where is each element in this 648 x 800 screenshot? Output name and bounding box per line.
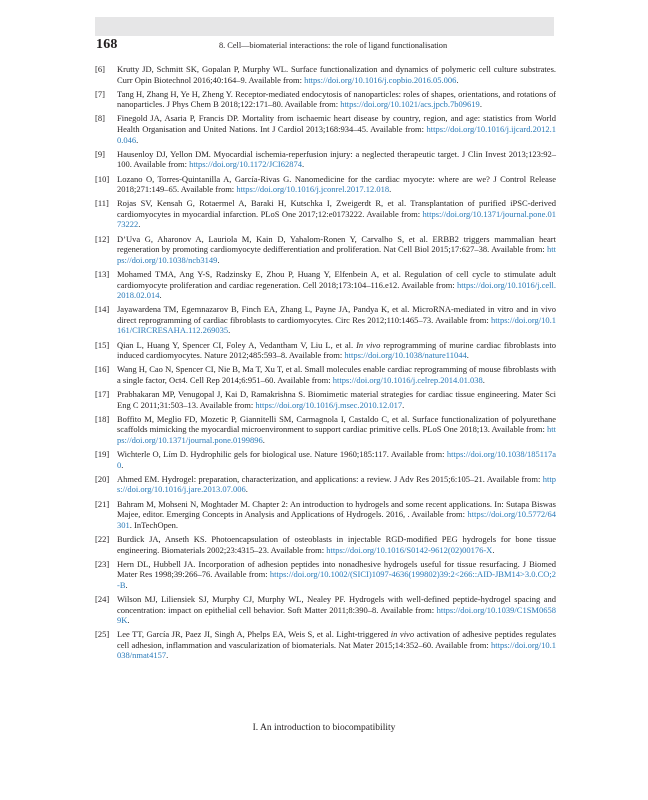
reference-citation: Krutty JD, Schmitt SK, Gopalan P, Murphy WL. Surface functionalization and dynamics of polymeric cell culture substrates. Curr Opin Biotechnol 2016;40:164–9. Available from:	[117, 64, 556, 85]
reference-item	[95, 414, 556, 446]
reference-text	[117, 389, 556, 410]
reference-doi-link[interactable]: https://doi.org/10.1016/j.celrep.2014.01.038	[332, 374, 483, 385]
reference-number: [11]	[95, 198, 109, 209]
reference-item	[95, 234, 556, 266]
reference-doi-link[interactable]: https://doi.org/10.1016/j.copbio.2016.05.006	[304, 74, 457, 85]
reference-doi-link[interactable]: https://doi.org/10.1016/j.ijcard.2012.10.046	[117, 124, 556, 145]
reference-citation: Burdick JA, Anseth KS. Photoencapsulation of osteoblasts in injectable RGD-modified PEG hydrogels for bone tissue engineering. Biomaterials 2002;23:4315–23. Available from:	[117, 533, 556, 555]
reference-number: [24]	[95, 593, 110, 604]
reference-doi-link[interactable]: https://doi.org/10.1016/j.jare.2013.07.006	[117, 473, 556, 495]
reference-suffix: .	[138, 219, 141, 230]
running-head: 8. Cell—biomaterial interactions: the role of ligand functionalisation	[219, 41, 448, 50]
reference-citation: Hern DL, Hubbell JA. Incorporation of adhesion peptides into nonadhesive hydrogels useful for tissue resurfacing. J Biomed Mater Res 1998;39:266–76. Available from:	[117, 558, 556, 580]
reference-doi-link[interactable]: https://doi.org/10.1016/j.cell.2018.02.014	[117, 279, 556, 301]
reference-citation: Wilson MJ, Liliensiek SJ, Murphy CJ, Murphy WL, Nealey PF. Hydrogels with well-defined peptide-hydrogel spacing and concentration: impact on epithelial cell behavior. Soft Matter 2011;8:390–8. Available from:	[117, 593, 556, 615]
reference-citation: Ahmed EM. Hydrogel: preparation, characterization, and applications: a review. J Adv Res 2015;6:105–21. Available from:	[117, 473, 543, 484]
reference-item	[95, 113, 556, 145]
reference-text	[117, 364, 556, 385]
reference-item	[95, 594, 556, 626]
reference-number: [13]	[95, 268, 110, 279]
reference-number: [20]	[95, 473, 110, 484]
reference-number: [12]	[95, 233, 110, 244]
reference-suffix: . InTechOpen.	[129, 519, 179, 530]
reference-item	[95, 340, 556, 361]
reference-citation: reprogramming of murine cardiac fibroblasts into induced cardiomyocytes. Nature 2012;485:593–8. Available from:	[117, 339, 556, 361]
reference-suffix: .	[121, 459, 124, 470]
reference-suffix: .	[159, 290, 162, 301]
reference-suffix: .	[301, 159, 305, 170]
reference-item	[95, 64, 556, 85]
reference-suffix: .	[136, 134, 139, 145]
reference-item	[95, 174, 556, 195]
reference-citation: Hausenloy DJ, Yellon DM. Myocardial ischemia-reperfusion injury: a neglected therapeutic target. J Clin Invest 2013;123:92–100. Available from:	[117, 148, 556, 170]
reference-number: [22]	[95, 533, 110, 544]
reference-number: [17]	[95, 389, 110, 400]
reference-number: [18]	[95, 413, 110, 424]
reference-text	[117, 499, 556, 530]
reference-item	[95, 389, 556, 410]
header-bar	[95, 17, 554, 36]
reference-suffix: .	[245, 484, 248, 495]
reference-item	[95, 149, 556, 170]
reference-text	[117, 113, 556, 144]
reference-doi-link[interactable]: https://doi.org/10.1016/j.jconrel.2017.12.018	[236, 184, 390, 195]
reference-suffix: .	[125, 579, 128, 590]
reference-citation: Rojas SV, Kensah G, Rotaermel A, Baraki H, Kutschka I, Zweigerdt R, et al. Transplantation of purified iPSC-derived cardiomyocytes in myocardial infarction. PLoS One 2017;12:e0173222. Available from:	[117, 198, 556, 219]
reference-doi-link[interactable]: https://doi.org/10.1016/j.msec.2010.12.017	[255, 399, 403, 410]
reference-suffix: .	[479, 99, 482, 110]
reference-item	[95, 269, 556, 301]
reference-suffix: .	[492, 544, 495, 555]
reference-citation: Tang H, Zhang H, Ye H, Zheng Y. Receptor-mediated endocytosis of nanoparticles: roles of shapes, orientations, and rotations of nanoparticles. J Phys Chem B 2018;122:171–80. Available from:	[117, 88, 556, 110]
reference-text	[117, 234, 556, 265]
reference-text	[117, 449, 556, 470]
reference-doi-link[interactable]: https://doi.org/10.5772/64301	[117, 509, 556, 530]
reference-number: [25]	[95, 629, 110, 640]
reference-doi-link[interactable]: https://doi.org/10.1038/nmat4157	[117, 639, 556, 661]
reference-list	[95, 64, 556, 665]
reference-text	[117, 340, 556, 361]
reference-italic-term: In vivo	[356, 339, 381, 350]
reference-doi-link[interactable]: https://doi.org/10.1038/ncb3149	[117, 244, 556, 265]
reference-text-part: Qian L, Huang Y, Spencer CI, Foley A, Vedantham V, Liu L, et al.	[117, 339, 357, 350]
reference-doi-link[interactable]: https://doi.org/10.1371/journal.pone.0199896	[117, 424, 557, 445]
reference-text	[117, 89, 556, 110]
reference-doi-link[interactable]: https://doi.org/10.1002/(SICI)1097-4636(199802)39:2<266::AID-JBM14>3.0.CO;2-B	[117, 569, 556, 590]
reference-item	[95, 449, 556, 470]
reference-text	[117, 629, 556, 660]
reference-doi-link[interactable]: https://doi.org/10.1161/CIRCRESAHA.112.269035	[117, 314, 556, 336]
reference-number: [23]	[95, 558, 110, 569]
reference-item	[95, 629, 556, 661]
reference-number: [19]	[95, 449, 110, 460]
reference-text	[117, 534, 556, 555]
reference-text	[117, 594, 556, 625]
reference-suffix: .	[166, 650, 169, 661]
reference-number: [6]	[95, 64, 105, 74]
reference-suffix: .	[466, 350, 469, 361]
reference-number: [16]	[95, 364, 110, 375]
reference-item	[95, 198, 556, 230]
reference-suffix: .	[402, 399, 405, 410]
reference-item	[95, 499, 556, 531]
reference-doi-link[interactable]: https://doi.org/10.1038/nature11044	[344, 350, 467, 361]
reference-text	[117, 414, 556, 445]
reference-suffix: .	[217, 254, 220, 265]
reference-text	[117, 198, 556, 229]
reference-text	[117, 269, 556, 300]
reference-citation: Finegold JA, Asaria P, Francis DP. Mortality from ischaemic heart disease by country, region, and age: statistics from World Health Organisation and United Nations. Int J Cardiol 2013;168:934–45. Available from:	[117, 113, 556, 135]
reference-citation: Jayawardena TM, Egemnazarov B, Finch EA, Zhang L, Payne JA, Pandya K, et al. MicroRNA-mediated in vitro and in vivo direct reprogramming of cardiac fibroblasts to cardiomyocytes. Circ Res 2012;110:1465–73. Available from:	[117, 304, 556, 325]
reference-doi-link[interactable]: https://doi.org/10.1038/185117a0	[117, 449, 556, 470]
reference-suffix: .	[228, 325, 231, 336]
reference-suffix: .	[482, 374, 485, 385]
reference-text	[117, 174, 556, 195]
reference-italic-term: in vivo	[390, 629, 415, 640]
reference-text	[117, 474, 556, 495]
reference-suffix: .	[389, 184, 392, 195]
reference-number: [10]	[95, 173, 110, 184]
reference-number: [7]	[95, 88, 105, 99]
reference-text	[117, 64, 556, 85]
page-number: 168	[96, 37, 118, 52]
reference-citation: Wang H, Cao N, Spencer CI, Nie B, Ma T, Xu T, et al. Small molecules enable cardiac reprogramming of mouse fibroblasts with a single factor, Oct4. Cell Rep 2014;6:951–60. Available from:	[117, 364, 556, 385]
reference-suffix: .	[262, 434, 265, 445]
reference-item	[95, 364, 556, 385]
reference-item	[95, 559, 556, 591]
reference-item	[95, 474, 556, 495]
reference-citation: activation of adhesive peptides regulates cell adhesion, inflammation and vascularization of biomaterials. Nat Mater 2015;14:352–60. Available from:	[117, 629, 556, 650]
reference-suffix: .	[456, 74, 459, 85]
reference-item	[95, 89, 556, 110]
reference-citation: Bahram M, Mohseni N, Moghtader M. Chapter 2: An introduction to hydrogels and some recent applications. In: Sutapa Biswas Majee, editor. Emerging Concepts in Analysis and Applications of Hydrogels. 2016, . Available from:	[117, 498, 556, 520]
reference-citation: Mohamed TMA, Ang Y-S, Radzinsky E, Zhou P, Huang Y, Elfenbein A, et al. Regulation of cell cycle to stimulate adult cardiomyocyte proliferation and cardiac regeneration. Cell 2018;173:104–116.e12. Available from:	[117, 268, 556, 290]
reference-doi-link[interactable]: https://doi.org/10.1172/JCI62874	[189, 159, 302, 170]
reference-doi-link[interactable]: https://doi.org/10.1016/S0142-9612(02)00176-X	[326, 544, 493, 555]
reference-item	[95, 534, 556, 555]
reference-citation: Prabhakaran MP, Venugopal J, Kai D, Ramakrishna S. Biomimetic material strategies for cardiac tissue engineering. Mater Sci Eng C 2011;31:503–13. Available from:	[117, 389, 556, 410]
reference-number: [14]	[95, 304, 110, 315]
reference-doi-link[interactable]: https://doi.org/10.1021/acs.jpcb.7b09619	[340, 99, 480, 110]
reference-text	[117, 559, 556, 590]
reference-citation: Boffito M, Meglio FD, Mozetic P, Giannitelli SM, Carmagnola I, Castaldo C, et al. Surface functionalization of polyurethane scaffolds mimicking the myocardial microenvironment to support cardiac primitive cells. PLoS One 2018;13. Available from:	[117, 413, 556, 435]
footer-section-title: I. An introduction to biocompatibility	[252, 723, 396, 733]
reference-number: [21]	[95, 498, 110, 509]
reference-citation: D’Uva G, Aharonov A, Lauriola M, Kain D, Yahalom-Ronen Y, Carvalho S, et al. ERBB2 triggers mammalian heart regeneration by promoting cardiomyocyte dedifferentiation and proliferation. Nat Cell Biol 2015;17:627–38. Available from:	[117, 233, 556, 255]
reference-doi-link[interactable]: https://doi.org/10.1371/journal.pone.0173222	[117, 208, 556, 230]
reference-doi-link[interactable]: https://doi.org/10.1039/C1SM06589K	[117, 604, 556, 626]
reference-text	[117, 304, 556, 335]
reference-citation: Lozano O, Torres-Quintanilla A, García-Rivas G. Nanomedicine for the cardiac myocyte: where are we? J Control Release 2018;271:149–65. Available from:	[117, 173, 556, 195]
reference-text	[117, 149, 556, 170]
reference-text-part: Lee TT, García JR, Paez JI, Singh A, Phelps EA, Weis S, et al. Light-triggered	[117, 629, 391, 640]
reference-item	[95, 304, 556, 336]
reference-number: [15]	[95, 339, 110, 350]
reference-number: [8]	[95, 113, 105, 124]
reference-suffix: .	[127, 615, 130, 626]
reference-citation: Wichterle O, Lím D. Hydrophilic gels for biological use. Nature 1960;185:117. Available from:	[117, 449, 447, 460]
reference-number: [9]	[95, 148, 105, 159]
